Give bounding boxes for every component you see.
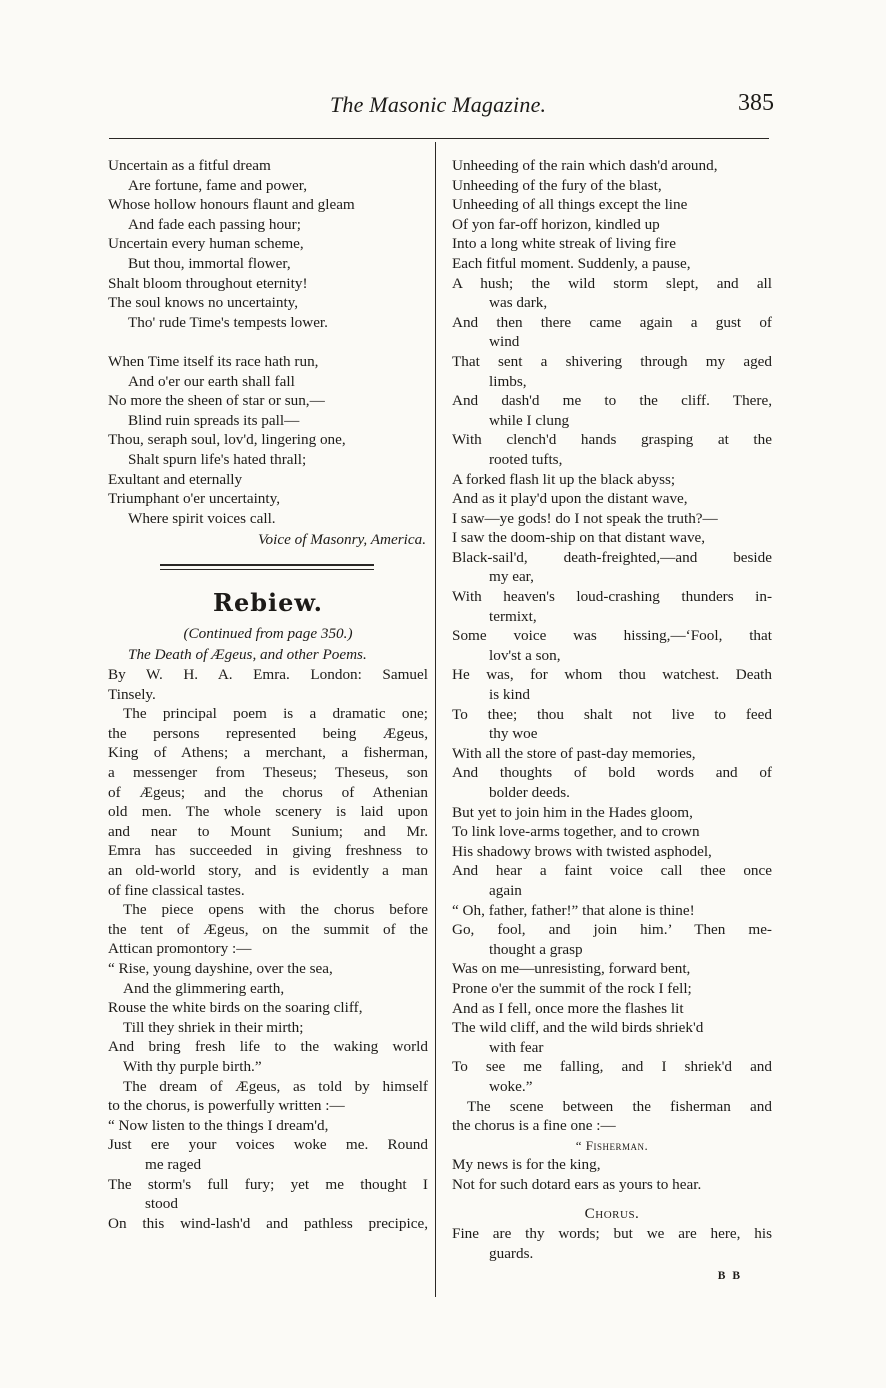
text-line: Unheeding of all things except the line: [452, 196, 688, 214]
review-text: [108, 645, 428, 1233]
text-line: The Death of Ægeus, and other Poems.: [128, 646, 367, 664]
stanza-gap: [108, 332, 428, 352]
text-line: me raged: [145, 1155, 202, 1173]
signature-mark: B B: [717, 1270, 742, 1283]
poem-stanza-1: [108, 156, 428, 332]
text-line: thy woe: [489, 725, 538, 743]
text-line: He was, for whom thou watchest. Death: [452, 666, 772, 684]
page-number: 385: [738, 90, 774, 116]
text-line: again: [489, 881, 522, 899]
text-line: of Ægeus; and the chorus of Athenian: [108, 783, 428, 801]
text-line: And hear a faint voice call thee once: [452, 862, 772, 880]
text-line: is kind: [489, 686, 530, 704]
text-line: an old-world story, and is evidently a man: [108, 862, 428, 879]
text-line: But yet to join him in the Hades gloom,: [452, 803, 693, 821]
text-line: “ Rise, young dayshine, over the sea,: [108, 959, 333, 977]
text-line: bolder deeds.: [489, 784, 570, 801]
text-line: By W. H. A. Emra. London: Samuel: [108, 666, 428, 684]
text-line: And as it play'd upon the distant wave,: [452, 490, 688, 508]
text-line: The soul knows no uncertainty,: [108, 294, 299, 312]
text-line: But thou, immortal flower,: [128, 254, 291, 272]
text-line: A hush; the wild storm slept, and all: [452, 274, 772, 292]
text-line: Some voice was hissing,—‘Fool, that: [452, 627, 772, 645]
text-line: Till they shriek in their mirth;: [123, 1018, 304, 1036]
column-divider: [435, 142, 436, 1297]
text-line: Tho' rude Time's tempests lower.: [128, 313, 328, 331]
text-line: of fine classical tastes.: [108, 881, 245, 899]
text-line: To see me falling, and I shriek'd and: [452, 1058, 772, 1076]
text-line: Each fitful moment. Suddenly, a pause,: [452, 254, 691, 272]
text-line: the tent of Ægeus, on the summit of the: [108, 920, 428, 938]
poem-signature: Voice of Masonry, America.: [257, 531, 426, 549]
text-line: And dash'd me to the cliff. There,: [452, 392, 772, 410]
text-line: A forked flash lit up the black abyss;: [452, 470, 676, 488]
text-line: stood: [145, 1195, 178, 1213]
text-line: Thou, seraph soul, lov'd, lingering one,: [108, 431, 346, 449]
section-heading: Rebiew.: [213, 587, 323, 617]
text-line: And the glimmering earth,: [123, 979, 285, 997]
text-line: a messenger from Theseus; Theseus, son: [108, 764, 428, 782]
text-line: I saw—ye gods! do I not speak the truth?—: [452, 509, 718, 527]
text-line: wind: [489, 333, 520, 351]
text-line: Of yon far-off horizon, kindled up: [452, 215, 660, 233]
text-line: Into a long white streak of living fire: [452, 235, 676, 253]
text-line: The storm's full fury; yet me thought I: [108, 1175, 428, 1193]
page-header: [0, 88, 886, 128]
text-line: Exultant and eternally: [108, 470, 243, 488]
text-line: termixt,: [489, 607, 537, 625]
text-line: Fine are thy words; but we are here, his: [452, 1225, 772, 1243]
text-line: thought a grasp: [489, 940, 583, 958]
text-line: His shadowy brows with twisted asphodel,: [452, 842, 712, 860]
text-line: The principal poem is a dramatic one;: [123, 705, 428, 723]
text-line: King of Athens; a merchant, a fisherman,: [108, 744, 428, 762]
text-line: Black-sail'd, death-freighted,—and beside: [452, 548, 772, 566]
text-line: limbs,: [489, 372, 527, 390]
text-line: Whose hollow honours flaunt and gleam: [108, 196, 355, 214]
text-line: guards.: [489, 1244, 534, 1262]
text-line: And o'er our earth shall fall: [128, 372, 295, 390]
running-title: The Masonic Magazine.: [330, 92, 547, 117]
speaker-label: “ Fisherman.: [575, 1137, 649, 1153]
text-line: “ Now listen to the things I dream'd,: [108, 1116, 329, 1134]
text-line: with fear: [489, 1038, 544, 1056]
speaker-label: Chorus.: [584, 1205, 640, 1223]
text-line: I saw the doom-ship on that distant wave,: [452, 529, 706, 547]
text-line: When Time itself its race hath run,: [108, 352, 319, 370]
text-line: The scene between the fisherman and: [467, 1097, 772, 1115]
continued-note: (Continued from page 350.): [183, 624, 353, 642]
text-line: And as I fell, once more the flashes lit: [452, 999, 684, 1017]
text-line: Attican promontory :—: [108, 940, 252, 958]
text-line: and near to Mount Sunium; and Mr.: [108, 822, 428, 840]
section-divider: [108, 560, 428, 576]
text-line: Not for such dotard ears as yours to hear.: [452, 1175, 702, 1193]
header-rule: [109, 138, 769, 139]
text-line: old men. The whole scenery is laid upon: [108, 803, 428, 821]
text-line: No more the sheen of star or sun,—: [108, 392, 325, 410]
text-line: Tinsely.: [108, 685, 156, 703]
text-line: Unheeding of the fury of the blast,: [452, 176, 662, 194]
text-line: Are fortune, fame and power,: [128, 176, 308, 194]
text-line: to the chorus, is powerfully written :—: [108, 1097, 345, 1115]
text-line: On this wind-lash'd and pathless precipice,: [108, 1214, 428, 1232]
text-line: Uncertain every human scheme,: [108, 235, 304, 253]
text-line: woke.”: [489, 1077, 533, 1095]
text-line: lov'st a son,: [489, 646, 561, 664]
text-line: The dream of Ægeus, as told by himself: [123, 1077, 428, 1095]
text-line: Rouse the white birds on the soaring cliff,: [108, 999, 363, 1017]
text-line: “ Oh, father, father!” that alone is thine!: [452, 901, 695, 919]
text-line: Unheeding of the rain which dash'd around,: [452, 157, 718, 174]
right-column: [452, 156, 772, 1287]
text-line: My news is for the king,: [452, 1156, 601, 1174]
text-line: Shalt bloom throughout eternity!: [108, 274, 308, 292]
text-line: was dark,: [489, 294, 548, 312]
text-line: Triumphant o'er uncertainty,: [108, 490, 281, 508]
speech-fisherman: [452, 1155, 772, 1194]
text-line: Go, fool, and join him.’ Then me-: [452, 921, 772, 939]
text-line: With heaven's loud-crashing thunders in-: [452, 588, 772, 606]
text-line: With all the store of past-day memories,: [452, 744, 696, 762]
text-line: To link love-arms together, and to crown: [452, 823, 700, 841]
text-line: And then there came again a gust of: [452, 313, 772, 331]
text-line: Shalt spurn life's hated thrall;: [128, 450, 307, 468]
text-line: The piece opens with the chorus before: [123, 901, 428, 919]
text-line: Just ere your voices woke me. Round: [108, 1136, 428, 1154]
text-line: And thoughts of bold words and of: [452, 764, 772, 782]
text-line: my ear,: [489, 568, 534, 586]
text-line: Emra has succeeded in giving freshness to: [108, 842, 428, 860]
text-line: To thee; thou shalt not live to feed: [452, 705, 772, 723]
speech-chorus: [452, 1224, 772, 1263]
left-column: [108, 156, 428, 1233]
text-line: Prone o'er the summit of the rock I fell;: [452, 979, 692, 997]
review-text-continued: [452, 156, 772, 1136]
text-line: And bring fresh life to the waking world: [108, 1038, 428, 1056]
text-line: Blind ruin spreads its pall—: [128, 411, 300, 429]
text-line: Was on me—unresisting, forward bent,: [452, 960, 691, 978]
text-line: Uncertain as a fitful dream: [108, 157, 271, 174]
text-line: That sent a shivering through my aged: [452, 352, 772, 370]
text-line: Where spirit voices call.: [128, 509, 276, 527]
poem-stanza-2: [108, 352, 428, 528]
text-line: while I clung: [489, 411, 570, 429]
text-line: rooted tufts,: [489, 450, 563, 468]
text-line: With clench'd hands grasping at the: [452, 431, 772, 449]
text-line: And fade each passing hour;: [128, 215, 301, 233]
text-line: the persons represented being Ægeus,: [108, 724, 428, 742]
text-line: With thy purple birth.”: [123, 1057, 262, 1075]
text-line: the chorus is a fine one :—: [452, 1117, 616, 1135]
text-line: The wild cliff, and the wild birds shriek'd: [452, 1019, 704, 1037]
